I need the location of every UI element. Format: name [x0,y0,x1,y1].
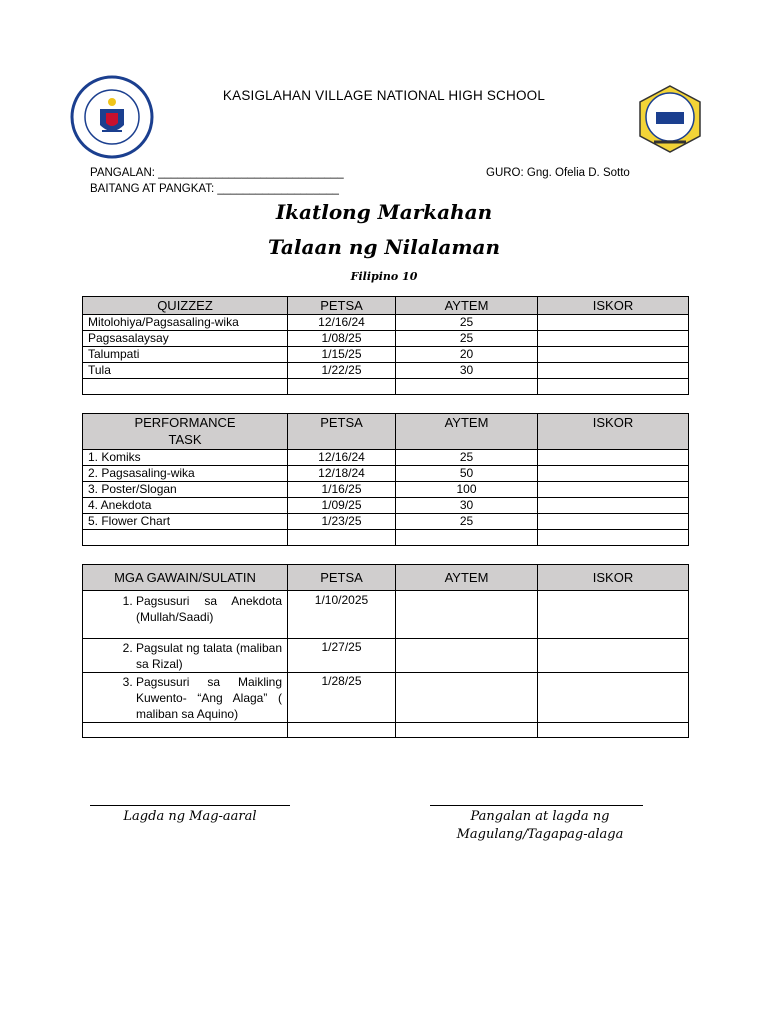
cell [83,591,288,639]
column-header: MGA GAWAIN/SULATIN [83,565,288,591]
cell [83,639,288,673]
cell [396,639,538,673]
cell: 1/27/25 [288,639,396,673]
column-header: ISKOR [538,297,689,315]
cell [538,466,689,482]
cell: Pagsasalaysay [83,331,288,347]
cell [396,530,538,546]
baitang-field: BAITANG AT PANGKAT: ___________________ [90,183,339,195]
performance-table [82,413,689,546]
cell [396,379,538,395]
table-row [83,331,689,347]
cell [396,591,538,639]
school-logo [636,84,704,154]
table-row [83,639,689,673]
cell: 1/23/25 [288,514,396,530]
cell [288,723,396,738]
title-ikatlong-markahan: Ikatlong Markahan [275,200,493,224]
cell: 50 [396,466,538,482]
cell: 2. Pagsasaling-wika [83,466,288,482]
quizzes-table [82,296,689,395]
cell [538,482,689,498]
cell: 12/18/24 [288,466,396,482]
cell: 25 [396,331,538,347]
cell: 1/08/25 [288,331,396,347]
parent-signature-line [430,805,643,806]
cell [538,673,689,723]
cell: 1. Komiks [83,450,288,466]
column-header: PETSA [288,414,396,450]
table-row [83,466,689,482]
cell: 3. Poster/Slogan [83,482,288,498]
cell: 5. Flower Chart [83,514,288,530]
student-signature-line [90,805,290,806]
cell: 1/10/2025 [288,591,396,639]
cell [288,379,396,395]
cell: 1/28/25 [288,673,396,723]
subject-label: Filipino 10 [350,270,418,283]
cell: Mitolohiya/Pagsasaling-wika [83,315,288,331]
cell: 30 [396,363,538,379]
cell: 100 [396,482,538,498]
cell [396,673,538,723]
table-header-row [83,565,689,591]
column-header: PETSA [288,565,396,591]
cell: 1/16/25 [288,482,396,498]
cell [538,591,689,639]
list-item: 2. Pagsulat ng talata (maliban sa Rizal) [136,640,282,672]
cell [396,723,538,738]
table-row [83,498,689,514]
table-row [83,482,689,498]
cell: Tula [83,363,288,379]
cell: 12/16/24 [288,450,396,466]
table-header-row [83,297,689,315]
column-header: ISKOR [538,414,689,450]
title-talaan: Talaan ng Nilalaman [267,235,501,259]
cell [538,514,689,530]
table-row [83,591,689,639]
list-item: 1. Pagsusuri sa Anekdota (Mullah/Saadi) [136,593,282,625]
cell: 25 [396,315,538,331]
cell [538,450,689,466]
cell [538,331,689,347]
table-row [83,673,689,723]
cell [538,347,689,363]
cell: 1/15/25 [288,347,396,363]
parent-signature-label-2: Magulang/Tagapag-alaga [456,827,624,842]
cell [83,723,288,738]
column-header: PETSA [288,297,396,315]
cell [538,530,689,546]
column-header: ISKOR [538,565,689,591]
pangalan-field: PANGALAN: _____________________________ [90,167,344,179]
cell [538,639,689,673]
cell [538,379,689,395]
table-header-row [83,414,689,450]
column-header: AYTEM [396,565,538,591]
student-signature-label: Lagda ng Mag-aaral [123,809,257,824]
cell: 25 [396,450,538,466]
cell [538,363,689,379]
column-header: QUIZZEZ [83,297,288,315]
cell: 4. Anekdota [83,498,288,514]
cell: 12/16/24 [288,315,396,331]
column-header: AYTEM [396,297,538,315]
cell [538,498,689,514]
table-row [83,514,689,530]
cell: 1/22/25 [288,363,396,379]
cell [288,530,396,546]
school-name: KASIGLAHAN VILLAGE NATIONAL HIGH SCHOOL [222,88,546,103]
cell: 30 [396,498,538,514]
table-row [83,450,689,466]
list-item: 3. Pagsusuri sa Maikling Kuwento- “Ang Alaga” ( maliban sa Aquino) [136,674,282,722]
cell [83,530,288,546]
table-row [83,347,689,363]
column-header: AYTEM [396,414,538,450]
cell [538,315,689,331]
table-row [83,379,689,395]
parent-signature-label-1: Pangalan at lagda ng [470,809,610,824]
cell [83,673,288,723]
cell: 1/09/25 [288,498,396,514]
column-header: PERFORMANCE TASK [83,414,288,450]
cell: Talumpati [83,347,288,363]
table-row [83,723,689,738]
guro-field: GURO: Gng. Ofelia D. Sotto [486,167,630,179]
cell [538,723,689,738]
table-row [83,315,689,331]
table-row [83,530,689,546]
table-row [83,363,689,379]
cell: 20 [396,347,538,363]
cell [83,379,288,395]
cell: 25 [396,514,538,530]
gawain-table [82,564,689,738]
